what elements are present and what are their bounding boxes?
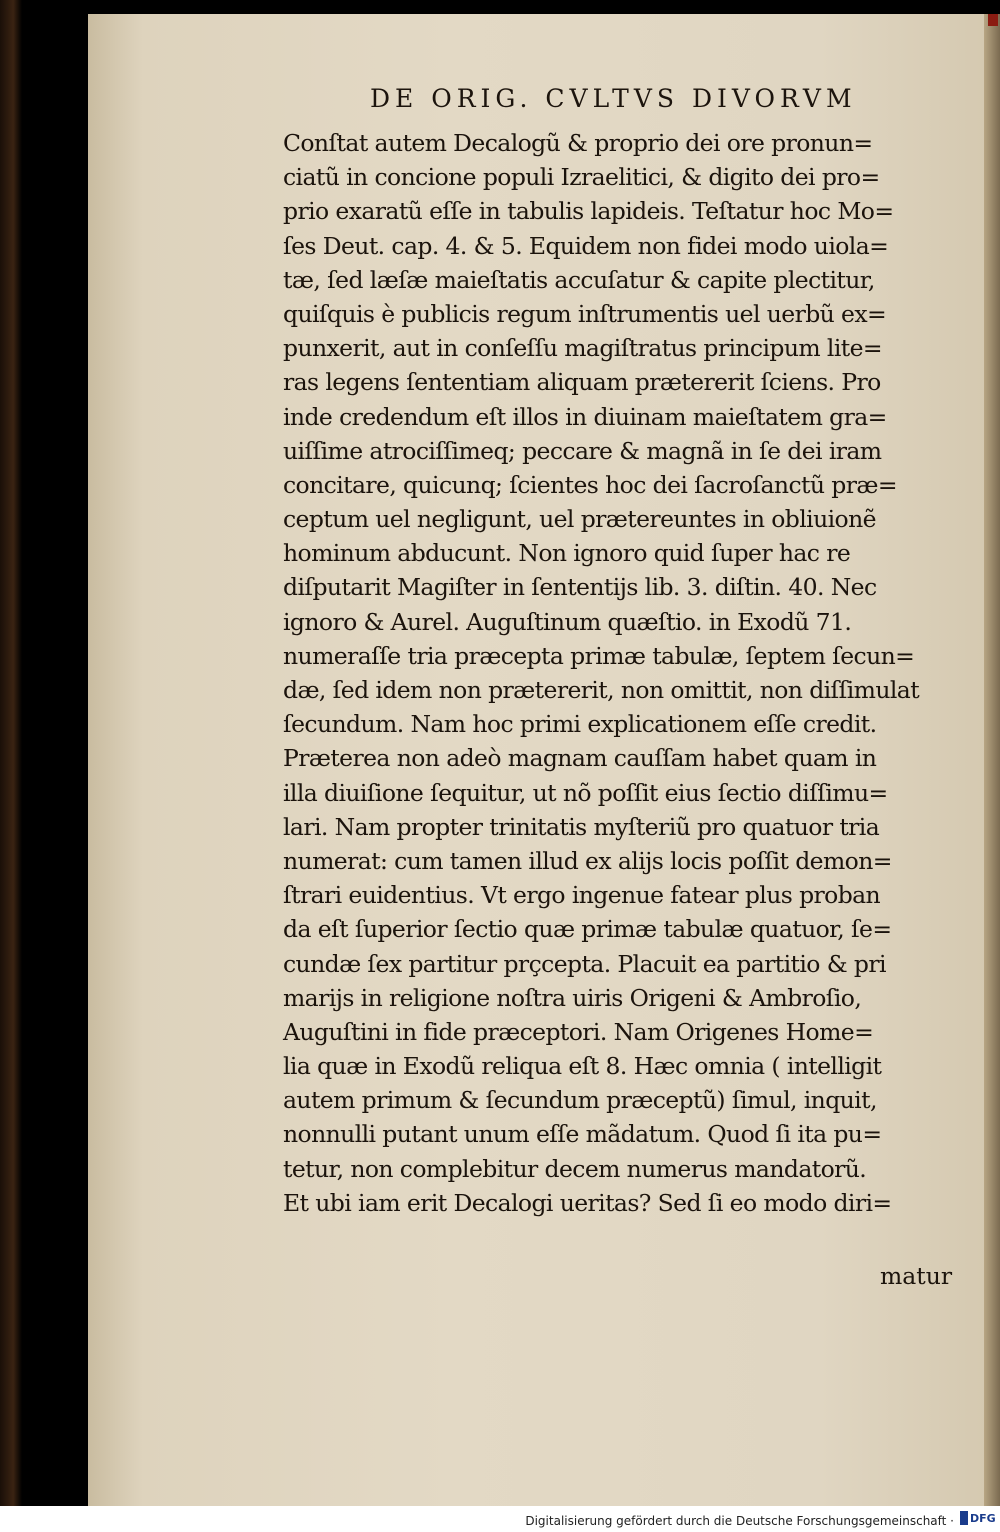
dfg-logo-icon: [960, 1511, 968, 1525]
text-line: ſtrari euidentius. Vt ergo ingenue fatear plus proban: [283, 881, 881, 910]
text-line: numerat: cum tamen illud ex alijs locis poſſit demon=: [283, 846, 892, 875]
text-line: Et ubi iam erit Decalogi ueritas? Sed ſi eo modo diri=: [283, 1188, 892, 1217]
text-line: lia quæ in Exodũ reliqua eſt 8. Hæc omnia ( intelligit: [283, 1052, 882, 1081]
text-line: cundæ ſex partitur prçcepta. Placuit ea partitio & pri: [283, 949, 886, 978]
text-line: concitare, quicunq; ſcientes hoc dei ſacroſanctũ præ=: [283, 470, 897, 499]
text-line: punxerit, aut in conſeſſu magiſtratus principum lite=: [283, 334, 882, 363]
text-line: ras legens ſententiam aliquam prætererit ſciens. Pro: [283, 368, 881, 397]
catchword: matur: [880, 1262, 953, 1290]
text-line: hominum abducunt. Non ignoro quid ſuper hac re: [283, 539, 851, 568]
text-line: da eſt ſuperior ſectio quæ primæ tabulæ quatuor, ſe=: [283, 915, 892, 944]
text-line: illa diuiſione ſequitur, ut nõ poſſit eius ſectio diſſimu=: [283, 778, 888, 807]
text-line: Conſtat autem Decalogũ & proprio dei ore pronun=: [283, 129, 873, 157]
text-line: numeraſſe tria præcepta primæ tabulæ, ſeptem ſecun=: [283, 641, 915, 670]
book-edge-left: [0, 0, 22, 1532]
dfg-logo: [960, 1509, 996, 1527]
page-edge-right: [984, 14, 1000, 1506]
text-line: tetur, non complebitur decem numerus mandatorũ.: [283, 1154, 867, 1183]
text-line: Præterea non adeò magnam cauſſam habet quam in: [283, 744, 877, 773]
text-line: ciatũ in concione populi Izraelitici, & digito dei pro=: [283, 163, 880, 192]
text-line: ſecundum. Nam hoc primi explicationem eſſe credit.: [283, 710, 877, 739]
text-line: marijs in religione noſtra uiris Origeni & Ambroſio,: [283, 983, 862, 1012]
text-line: diſputarit Magiſter in ſententijs lib. 3. diſtin. 40. Nec: [283, 573, 877, 602]
text-line: uiſſime atrociſſimeq; peccare & magnã in ſe dei iram: [283, 436, 882, 465]
text-line: prio exaratũ eſſe in tabulis lapideis. Teſtatur hoc Mo=: [283, 197, 894, 226]
text-line: quiſquis è publicis regum inſtrumentis uel uerbũ ex=: [283, 299, 887, 328]
text-line: inde credendum eſt illos in diuinam maieſtatem gra=: [283, 402, 887, 431]
text-line: lari. Nam propter trinitatis myſteriũ pro quatuor tria: [283, 812, 880, 841]
page-marker-tab: [988, 14, 998, 26]
text-line: autem primum & ſecundum præceptũ) ſimul, inquit,: [283, 1086, 877, 1115]
text-line: nonnulli putant unum eſſe mãdatum. Quod ſi ita pu=: [283, 1120, 882, 1149]
text-line: ſes Deut. cap. 4. & 5. Equidem non fidei modo uiola=: [283, 231, 889, 260]
text-line: Auguſtini in fide præceptori. Nam Origenes Home=: [283, 1017, 874, 1046]
text-block: [283, 126, 983, 1220]
dfg-logo-text: DFG: [970, 1511, 996, 1525]
text-line: ceptum uel negligunt, uel prætereuntes in obliuionẽ: [283, 505, 876, 534]
text-line: ignoro & Aurel. Auguſtinum quæſtio. in Exodũ 71.: [283, 607, 852, 636]
text-line: dæ, ſed idem non prætererit, non omittit, non diſſimulat: [283, 676, 920, 704]
running-header: DE ORIG. CVLTVS DIVORVM: [370, 84, 857, 113]
text-line: tæ, ſed læſæ maieſtatis accuſatur & capite plectitur,: [283, 265, 875, 294]
footer-credit: Digitalisierung gefördert durch die Deutsche Forschungsgemeinschaft ·: [525, 1514, 954, 1528]
